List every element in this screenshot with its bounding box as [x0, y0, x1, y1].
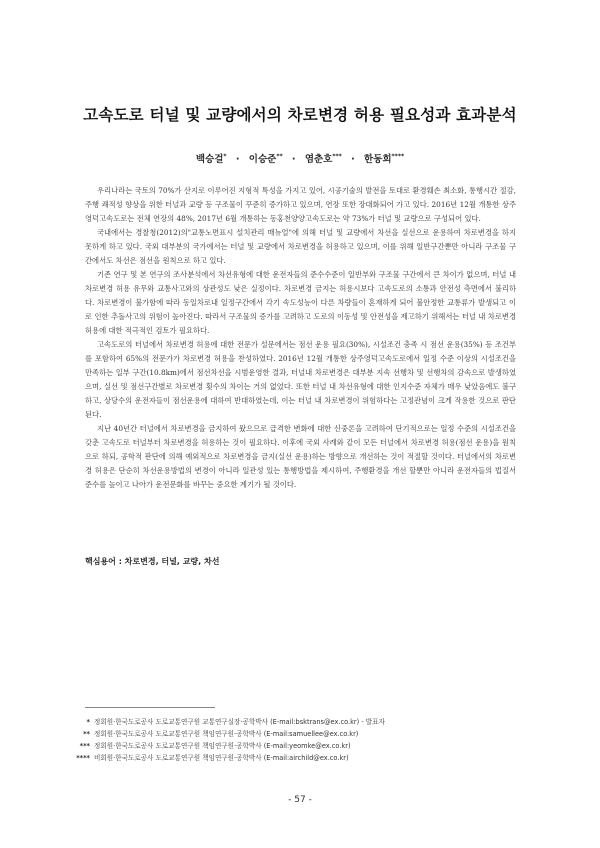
- abstract-paragraph: 지난 40년간 터널에서 차로변경을 금지하여 왔으므로 급격한 변화에 대한 신중론을 고려하여 단기적으로는 일정 수준의 시설조건을 갖춘 고속도로 터널부터 차로변경을 허용하는 것이 필요하다. 이후에 국외 사례와 같이 모든 터널에서 차로변경 허용(점선 운용)을 원칙으로 하되, 공학적 판단에 의해 예외적으로 차로변경을 금지(실선 운용)하는 방향으로 개선하는 것이 적절할 것이다. 터널에서의 차로변경 허용은 단순히 차선운용방법의 변경이 아니라 일관성 있는 통행방법을 제시하여, 주행환경을 개선 할뿐만 아니라 운전자들의 법질서 준수를 높이고 나아가 운전문화를 바꾸는 중요한 계기가 될 것이다.: [85, 424, 516, 489]
- author-mark: **: [276, 152, 283, 160]
- footnote-item: [70, 728, 530, 740]
- footnote-divider: [85, 707, 215, 708]
- footnote-text: 비회원·한국도로공사 도로교통연구원 책임연구원·공학박사 (E-mail:airchild@ex.co.kr): [94, 754, 349, 762]
- footnote-mark: *: [86, 718, 90, 726]
- author-line: [0, 151, 600, 165]
- footnote-item: [70, 740, 530, 752]
- author-name: 백승걸: [195, 154, 224, 165]
- page-number: - 57 -: [288, 795, 312, 805]
- author-name: 이승준: [248, 154, 277, 165]
- author-separator: ·: [351, 154, 355, 165]
- author-separator: ·: [291, 154, 296, 165]
- footnote-mark: ***: [79, 742, 90, 750]
- footnote-mark: ****: [76, 754, 90, 762]
- footnote-item: [70, 716, 530, 728]
- abstract-paragraph: 우리나라는 국토의 70%가 산지로 이루어진 지형적 특성을 가지고 있어, 시공기술의 발전을 토대로 환경훼손 최소화, 통행시간 절감, 주행 쾌적성 향상을 위한 터널과 교량 등 구조물이 꾸준히 증가하고 있으며, 연장 또한 장대화되어 가고 있다. 2016년 12월 개통한 상주영덕고속도로는 전체 연장의 48%, 2017년 6월 개통하는 동홍천양양고속도로는 약 73%가 터널 및 교량으로 구성되어 있다.: [85, 186, 516, 223]
- author-mark: *: [223, 152, 227, 160]
- author-mark: ****: [391, 152, 405, 160]
- author-separator: ·: [235, 154, 240, 165]
- footnote-text: 정회원·한국도로공사 도로교통연구원 교통연구실장·공학박사 (E-mail:bsktrans@ex.co.kr) - 발표자: [94, 718, 385, 726]
- abstract-paragraph: 고속도로의 터널에서 차로변경 허용에 대한 전문가 설문에서는 점선 운용 필요(30%), 시설조건 충족 시 점선 운용(35%) 등 조건부를 포함하여 65%의 전문가가 차로변경 허용을 찬성하였다. 2016년 12월 개통한 상주영덕고속도로에서 일정 수준 이상의 시설조건을 만족하는 일부 구간(10.8km)에서 점선차선을 시범운영한 결과, 터널내 차로변경은 대부분 지속 선행차 및 선행차의 감속으로 발생하였으며, 실선 및 점선구간별로 차로변경 횟수의 차이는 거의 없었다. 또한 터널 내 차선유형에 대한 인지수준 자체가 매우 낮았음에도 불구하고, 상당수의 운전자들이 점선운용에 대하여 반대하였는데, 이는 터널 내 차로변경이 위험하다는 고정관념이 크게 작용한 것으로 판단된다.: [85, 340, 516, 419]
- footnote-text: 정회원·한국도로공사 도로교통연구원 책임연구원·공학박사 (E-mail:samuellee@ex.co.kr): [94, 730, 359, 738]
- abstract-paragraph: 기존 연구 및 본 연구의 조사분석에서 차선유형에 대한 운전자들의 준수수준이 일반부와 구조물 구간에서 큰 차이가 없으며, 터널 내 차로변경 허용 유무와 교통사고와의 상관성도 낮은 실정이다. 차로변경 금지는 허용시보다 고속도로의 소통과 안전성 측면에서 불리하다. 차로변경이 불가함에 따라 동일차로내 일정구간에서 각기 속도성능이 다른 차량들이 혼재하게 되어 불안정한 교통류가 발생되고 이로 인한 추돌사고의 위험이 높아진다. 따라서 구조물의 증가를 고려하고 도로의 이동성 및 안전성을 제고하기 위해서는 터널 내 차로변경 허용에 대한 적극적인 검토가 필요하다.: [85, 270, 516, 335]
- footnote-text: 정회원·한국도로공사 도로교통연구원 책임연구원·공학박사 (E-mail:yeomke@ex.co.kr): [94, 742, 351, 750]
- author-name: 한동희: [364, 154, 392, 165]
- keywords-line: 핵심용어 : 차로변경, 터널, 교량, 차선: [85, 557, 220, 566]
- footnote-mark: **: [83, 730, 90, 738]
- footnote-item: [70, 752, 530, 764]
- abstract-paragraph: 국내에서는 경찰청(2012)의"교통노면표시 설치관리 매뉴얼"에 의해 터널 및 교량에서 차선을 실선으로 운용하여 차로변경을 하지 못하게 하고 있다. 국외 대부분의 국가에서는 터널 및 교량에서 차로변경을 허용하고 있으며, 이를 위해 일반구간뿐만 아니라 구조물 구간에서도 차선은 점선을 원칙으로 하고 있다.: [85, 228, 516, 265]
- footnotes: [70, 716, 530, 764]
- abstract-body: [85, 184, 516, 492]
- author-mark: ***: [332, 152, 342, 160]
- author-name: 염춘호: [304, 154, 333, 165]
- paper-title: 고속도로 터널 및 교량에서의 차로변경 허용 필요성과 효과분석: [83, 106, 517, 124]
